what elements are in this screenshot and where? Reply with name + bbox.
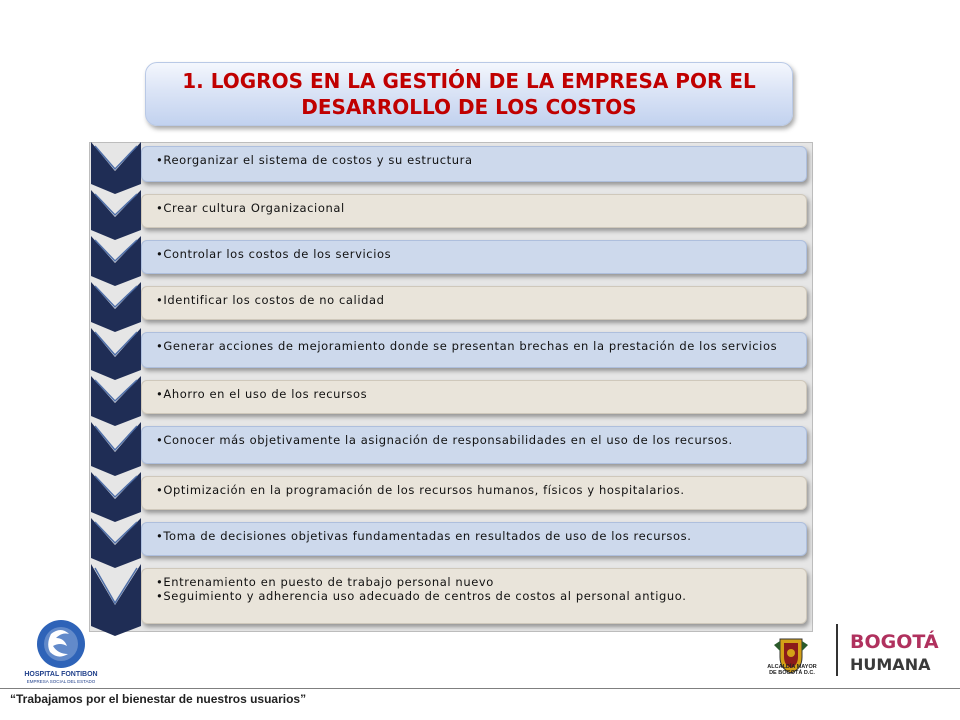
- list-item-bar: [141, 522, 807, 556]
- alcaldia-caption: [760, 664, 824, 676]
- list-item-text: •Toma de decisiones objetivas fundamentadas en resultados de uso de los recursos.: [156, 529, 692, 543]
- list-item-text: •Entrenamiento en puesto de trabajo personal nuevo: [156, 575, 494, 589]
- hospital-logo-name: HOSPITAL FONTIBON: [24, 671, 98, 678]
- footer-slogan: “Trabajamos por el bienestar de nuestros usuarios”: [10, 692, 307, 706]
- footer-divider: [0, 688, 960, 689]
- list-item-text: •Crear cultura Organizacional: [156, 201, 345, 215]
- humana-word: HUMANA: [850, 655, 931, 674]
- list-item: [89, 518, 813, 562]
- chevron-icon: [89, 328, 151, 380]
- list-item-bar: [141, 240, 807, 274]
- bogota-word: BOGOTÁ: [850, 631, 939, 653]
- alcaldia-line-2: DE BOGOTÁ D.C.: [769, 670, 815, 676]
- hospital-logo: [6, 616, 116, 686]
- list-item-bar: [141, 380, 807, 414]
- list-item: [89, 472, 813, 516]
- list-item: [89, 564, 813, 630]
- list-item: [89, 236, 813, 280]
- list-item-bar: [141, 476, 807, 510]
- alcaldia-line-1: ALCALDÍA MAYOR: [767, 664, 817, 670]
- achievements-list: [89, 142, 813, 632]
- chevron-icon: [89, 518, 151, 568]
- list-item: [89, 376, 813, 420]
- list-item: [89, 282, 813, 326]
- chevron-icon: [89, 422, 151, 476]
- list-item-text: •Identificar los costos de no calidad: [156, 293, 385, 307]
- list-item-text: •Reorganizar el sistema de costos y su estructura: [156, 153, 473, 167]
- bogota-humana-logo: [848, 626, 940, 678]
- list-item: [89, 422, 813, 470]
- list-item-bar: [141, 568, 807, 624]
- list-item: [89, 142, 813, 188]
- list-item-bar: [141, 332, 807, 368]
- list-item: [89, 328, 813, 374]
- title-banner: [145, 62, 793, 126]
- chevron-icon: [89, 236, 151, 286]
- chevron-icon: [89, 282, 151, 332]
- list-item: [89, 190, 813, 234]
- hospital-logo-sub: EMPRESA SOCIAL DEL ESTADO: [26, 679, 96, 684]
- list-item-bar: [141, 426, 807, 464]
- chevron-icon: [89, 472, 151, 522]
- list-item-text: •Optimización en la programación de los recursos humanos, físicos y hospitalarios.: [156, 483, 685, 497]
- chevron-icon: [89, 376, 151, 426]
- chevron-icon: [89, 190, 151, 240]
- list-item-text: •Ahorro en el uso de los recursos: [156, 387, 368, 401]
- list-item-bar: [141, 146, 807, 182]
- page-title: 1. LOGROS EN LA GESTIÓN DE LA EMPRESA POR EL DESARROLLO DE LOS COSTOS: [182, 69, 756, 119]
- logo-divider: [836, 624, 838, 676]
- chevron-icon: [89, 142, 151, 194]
- list-item-text: •Seguimiento y adherencia uso adecuado de centros de costos al personal antiguo.: [156, 589, 687, 603]
- list-item-text: •Conocer más objetivamente la asignación de responsabilidades en el uso de los recursos.: [156, 433, 733, 447]
- list-item-bar: [141, 286, 807, 320]
- list-item-bar: [141, 194, 807, 228]
- list-item-text: •Controlar los costos de los servicios: [156, 247, 392, 261]
- list-item-text: •Generar acciones de mejoramiento donde se presentan brechas en la prestación de los servicios: [156, 339, 778, 353]
- alcaldia-shield-logo: [760, 624, 822, 686]
